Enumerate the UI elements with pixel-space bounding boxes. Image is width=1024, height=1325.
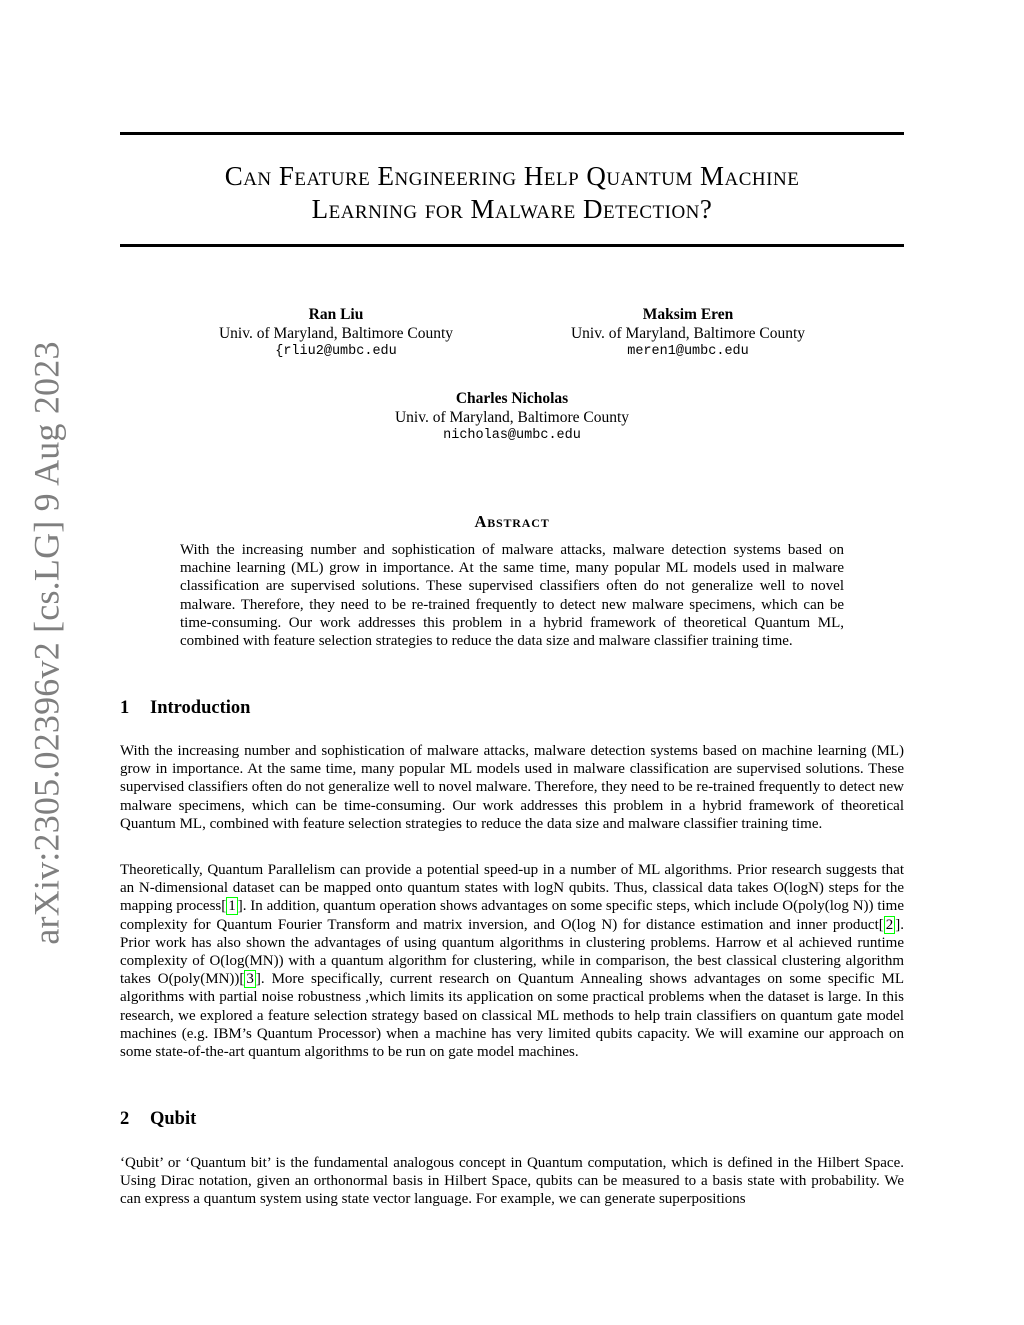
section-heading-qubit [120,1109,196,1130]
title-rule-bottom [120,244,904,247]
author-name: Ran Liu [308,306,364,323]
paper-title-line-1: Can Feature Engineering Help Quantum Machine [224,161,800,191]
qubit-paragraph-1: ‘Qubit’ or ‘Quantum bit’ is the fundamental analogous concept in Quantum computation, which is defined in the Hilbert Space. Using Dirac notation, given an orthonormal basis in Hilbert Space, qubits can be measured to a basis state with probability. We can express a quantum system using state vector language. For example, we can generate superpositions [120,1155,904,1208]
author-block-charles-nicholas [362,390,662,446]
paper-title [120,160,904,226]
introduction-paragraph-1: With the increasing number and sophistication of malware attacks, malware detection systems based on machine learning (ML) grow in importance. At the same time, many popular ML models used in malware classification are supervised solutions. These supervised classifiers often do not generalize well to novel malware. Therefore, they need to be re-trained frequently to detect new malware specimens, which can be time-consuming. Our work addresses this problem in a hybrid framework of theoretical Quantum ML, combined with feature selection strategies to reduce the data size and malware classifier training time. [120,743,904,832]
author-affiliation: Univ. of Maryland, Baltimore County [218,324,454,342]
section-title: Introduction [150,698,251,718]
citation-link[interactable]: 1 [228,898,236,915]
section-number: 1 [120,698,130,718]
author-affiliation: Univ. of Maryland, Baltimore County [394,408,630,426]
author-name: Charles Nicholas [455,390,569,407]
paper-title-line-2: Learning for Malware Detection? [311,194,713,224]
abstract-heading: Abstract [474,512,550,531]
author-block-ran-liu [186,306,486,362]
author-email: {rliu2@umbc.edu [275,344,397,359]
section-heading-introduction [120,698,250,719]
paragraph-text: . Prior work has also shown the advantages of using quantum algorithms in clustering problems. Harrow et al achieved runtime complexity of O(log(MN)) with a quantum algorithm for clustering, while in comparison, the best classical clustering algorithm takes O(poly(MN)) [120,916,904,988]
author-affiliation: Univ. of Maryland, Baltimore County [570,324,806,342]
paragraph-text: . More specifically, current research on Quantum Annealing shows advantages on some specific ML algorithms with partial noise robustness ,which limits its application on some practical problems when the dataset is large. In this research, we explored a feature selection strategy based on classical ML methods to help train classifiers on quantum gate model machines (e.g. IBM’s Quantum Processor) when a machine has very limited qubits capacity. We will examine our approach on some state-of-the-art quantum algorithms to be run on gate model machines. [120,971,904,1061]
author-email: meren1@umbc.edu [627,344,749,359]
arxiv-identifier-text: arXiv:2305.02396v2 [cs.LG] 9 Aug 2023 [27,340,67,945]
citation-link[interactable]: 2 [885,916,894,933]
paragraph-text: Theoretically, Quantum Parallelism can provide a potential speed-up in a number of ML algorithms. Prior research suggests that an N-dimensional dataset can be mapped onto quantum states with logN qubits. Thus, classical data takes O(logN) steps for the mapping process [120,862,904,915]
section-number: 2 [120,1109,130,1129]
title-rule-top [120,132,904,135]
section-title: Qubit [150,1109,197,1129]
author-email: nicholas@umbc.edu [443,428,581,443]
citation-link[interactable]: 3 [246,971,254,988]
paragraph-text: . In addition, quantum operation shows advantages on some specific steps, which include O(poly(log N)) time complexity for Quantum Fourier Transform and matrix inversion, and O(log N) for distance estimation and inner product [120,898,904,933]
abstract-text: With the increasing number and sophistication of malware attacks, malware detection systems based on machine learning (ML) grow in importance. At the same time, many popular ML models used in malware classification are supervised solutions. These supervised classifiers often do not generalize well to novel malware. Therefore, they need to be re-trained frequently to detect new malware specimens, which can be time-consuming. Our work addresses this problem in a hybrid framework of theoretical Quantum ML, combined with feature selection strategies to reduce the data size and malware classifier training time. [180,542,844,650]
author-name: Maksim Eren [642,306,734,323]
introduction-paragraph-2: Theoretically, Quantum Parallelism can provide a potential speed-up in a number of ML algorithms. Prior research suggests that an N-dimensional dataset can be mapped onto quantum states with logN qubits. Thus, classical data takes O(logN) steps for the mapping process[ 1 ]. In addition, quantum operation shows advantages on some specific steps, which include O(poly(log N)) time complexity for Quantum Fourier Transform and matrix inversion, and O(log N) for distance estimation and inner product[ 2 ]. Prior work has also shown the advantages of using quantum algorithms in clustering problems. Harrow et al achieved runtime complexity of O(log(MN)) with a quantum algorithm for clustering, while in comparison, the best classical clustering algorithm takes O(poly(MN))[ 3 ]. More specifically, current research on Quantum Annealing shows advantages on some specific ML algorithms with partial noise robustness ,which limits its application on some practical problems when the dataset is large. In this research, we explored a feature selection strategy based on classical ML methods to help train classifiers on quantum gate model machines (e.g. IBM’s Quantum Processor) when a machine has very limited qubits capacity. We will examine our approach on some state-of-the-art quantum algorithms to be run on gate model machines. [120,862,904,1061]
arxiv-identifier [18,340,76,945]
author-block-maksim-eren [538,306,838,362]
